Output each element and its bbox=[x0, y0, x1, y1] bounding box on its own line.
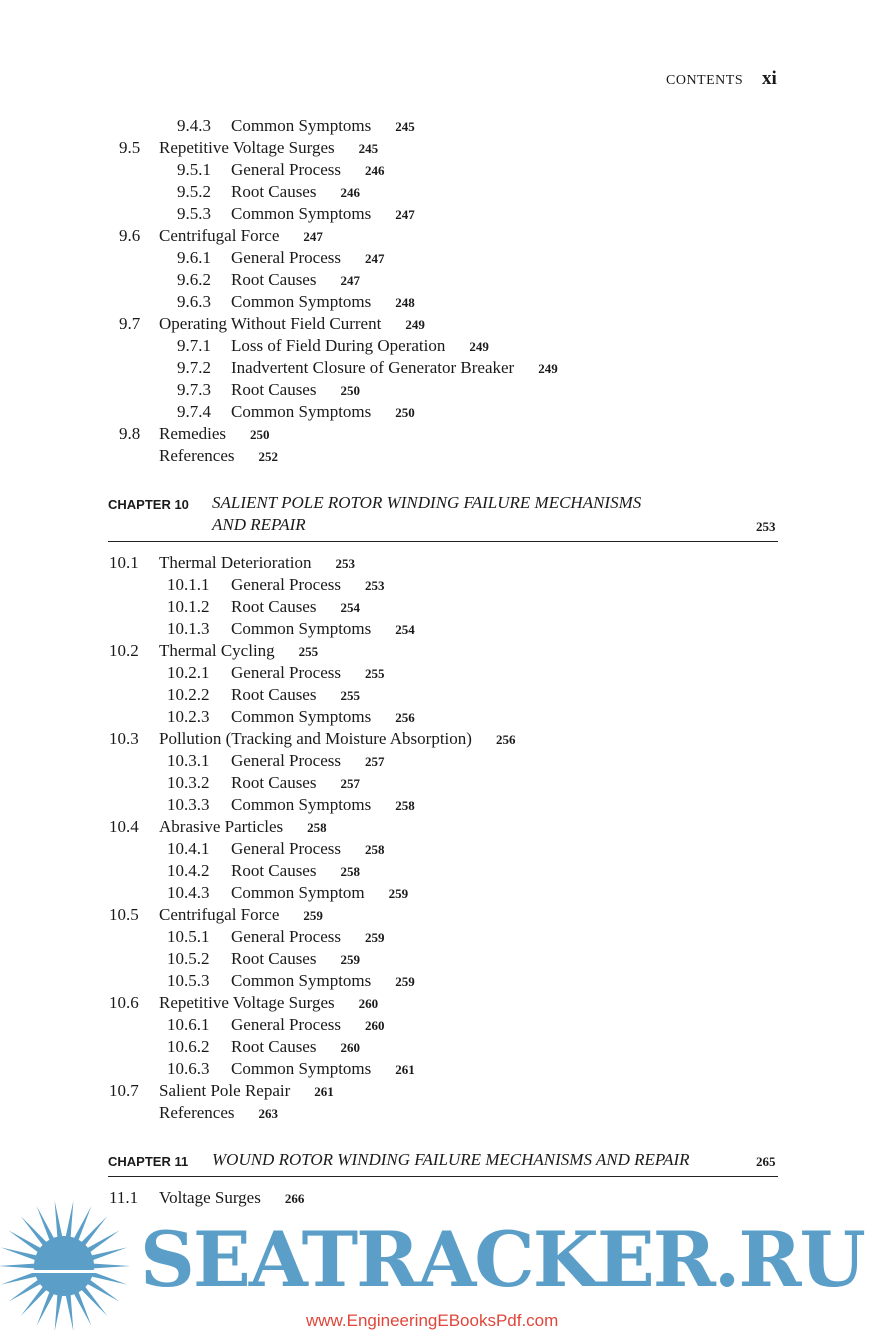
toc-title-line bbox=[159, 225, 323, 248]
toc-title-line bbox=[159, 1102, 278, 1125]
toc-title: Common Symptoms bbox=[231, 1059, 372, 1078]
toc-title-line bbox=[231, 291, 415, 314]
toc-title: Root Causes bbox=[231, 597, 317, 616]
toc-page: 258 bbox=[307, 820, 327, 835]
toc-title-line bbox=[231, 159, 385, 182]
sun-ray bbox=[65, 1201, 73, 1239]
toc-page: 255 bbox=[298, 644, 319, 659]
toc-subsection[interactable] bbox=[0, 750, 882, 772]
toc-page: 256 bbox=[495, 732, 516, 747]
toc-subsection[interactable] bbox=[0, 115, 882, 137]
toc-number: 9.5 bbox=[119, 138, 141, 157]
toc-title: Common Symptoms bbox=[231, 619, 372, 638]
toc-title: Common Symptoms bbox=[231, 795, 372, 814]
toc-number: 9.8 bbox=[119, 424, 141, 443]
sun-ray bbox=[1, 1247, 38, 1260]
toc-subsection[interactable] bbox=[0, 684, 882, 706]
toc-number: 10.6 bbox=[109, 993, 139, 1012]
watermark-url[interactable]: www.EngineeringEBooksPdf.com bbox=[306, 1311, 559, 1330]
toc-title: Abrasive Particles bbox=[159, 817, 284, 836]
toc-title: Common Symptoms bbox=[231, 292, 372, 311]
toc-title: Thermal Deterioration bbox=[159, 553, 312, 572]
toc-number: 9.6.1 bbox=[177, 248, 211, 267]
toc-number: 9.5.2 bbox=[177, 182, 211, 201]
toc-title: Repetitive Voltage Surges bbox=[159, 993, 335, 1012]
toc-section[interactable] bbox=[0, 992, 882, 1014]
toc-page: 249 bbox=[538, 361, 558, 376]
page-number: xi bbox=[762, 68, 777, 89]
toc-title-line bbox=[231, 618, 415, 641]
toc-subsection[interactable] bbox=[0, 574, 882, 596]
toc-page: 258 bbox=[340, 864, 360, 879]
toc-page: 254 bbox=[395, 622, 415, 637]
toc-number: 9.7.2 bbox=[177, 358, 211, 377]
toc-page: 259 bbox=[303, 908, 323, 923]
toc-section[interactable] bbox=[0, 816, 882, 838]
toc-page: 245 bbox=[358, 141, 379, 156]
toc-title: Thermal Cycling bbox=[159, 641, 275, 660]
toc-page: 245 bbox=[395, 119, 415, 134]
toc-number: 10.4.3 bbox=[167, 883, 210, 902]
toc-number: 9.6.2 bbox=[177, 270, 211, 289]
toc-title-line bbox=[231, 838, 385, 861]
toc-number: 10.3 bbox=[109, 729, 139, 748]
toc-title: Root Causes bbox=[231, 270, 317, 289]
toc-section[interactable] bbox=[0, 640, 882, 662]
toc-number: 10.1.2 bbox=[167, 597, 210, 616]
toc-title: Common Symptoms bbox=[231, 971, 372, 990]
toc-subsection[interactable] bbox=[0, 159, 882, 181]
toc-subsection[interactable] bbox=[0, 1058, 882, 1080]
toc-page: 250 bbox=[250, 427, 270, 442]
toc-subsection[interactable] bbox=[0, 618, 882, 640]
toc-number: 10.3.2 bbox=[167, 773, 210, 792]
toc-title-line bbox=[231, 203, 415, 226]
toc-number: 9.6.3 bbox=[177, 292, 211, 311]
toc-subsection[interactable] bbox=[0, 291, 882, 313]
toc-page: 253 bbox=[365, 578, 385, 593]
toc-title-line bbox=[231, 662, 385, 685]
toc-number: 10.1.1 bbox=[167, 575, 210, 594]
toc-title-line bbox=[159, 137, 378, 160]
toc-title-line bbox=[231, 401, 415, 424]
toc-number: 10.4.2 bbox=[167, 861, 210, 880]
toc-subsection[interactable] bbox=[0, 860, 882, 882]
toc-subsection[interactable] bbox=[0, 203, 882, 225]
toc-subsection[interactable] bbox=[0, 1036, 882, 1058]
toc-title: General Process bbox=[231, 839, 341, 858]
toc-number: 10.7 bbox=[109, 1081, 139, 1100]
toc-title: Common Symptoms bbox=[231, 707, 372, 726]
toc-number: 10.5.1 bbox=[167, 927, 210, 946]
toc-page: 254 bbox=[340, 600, 360, 615]
toc-title: General Process bbox=[231, 575, 341, 594]
chapter-11-label: CHAPTER 11 bbox=[108, 1154, 189, 1169]
toc-page: 247 bbox=[365, 251, 385, 266]
toc-number: 10.5.2 bbox=[167, 949, 210, 968]
toc-page: 253 bbox=[335, 556, 355, 571]
toc-page: 258 bbox=[395, 798, 415, 813]
toc-title: Root Causes bbox=[231, 773, 317, 792]
toc-page: 259 bbox=[340, 952, 360, 967]
toc-title: General Process bbox=[231, 751, 341, 770]
toc-title: Inadvertent Closure of Generator Breaker bbox=[231, 358, 515, 377]
toc-title: Common Symptoms bbox=[231, 402, 372, 421]
toc-title-line bbox=[231, 596, 360, 619]
toc-title: General Process bbox=[231, 160, 341, 179]
sun-ray bbox=[0, 1263, 36, 1268]
toc-section[interactable] bbox=[0, 904, 882, 926]
toc-title: Root Causes bbox=[231, 949, 317, 968]
toc-page: 261 bbox=[395, 1062, 415, 1077]
toc-title-line bbox=[159, 640, 318, 663]
sun-ray bbox=[90, 1247, 127, 1260]
chapter-10-title-line2[interactable]: AND REPAIR bbox=[212, 515, 306, 534]
sun-horizon bbox=[0, 1270, 132, 1273]
toc-page: 256 bbox=[395, 710, 415, 725]
toc-number: 10.1 bbox=[109, 553, 139, 572]
toc-title-line bbox=[231, 1058, 415, 1081]
toc-page: 259 bbox=[395, 974, 415, 989]
toc-number: 10.3.1 bbox=[167, 751, 210, 770]
toc-title: References bbox=[159, 1103, 235, 1122]
toc-number: 10.2.1 bbox=[167, 663, 210, 682]
toc-page: 261 bbox=[314, 1084, 334, 1099]
toc-title-line bbox=[231, 926, 385, 949]
toc-title-line bbox=[231, 379, 360, 402]
toc-title: Salient Pole Repair bbox=[159, 1081, 291, 1100]
toc-page: 257 bbox=[340, 776, 360, 791]
toc-number: 9.7.3 bbox=[177, 380, 211, 399]
toc-subsection[interactable] bbox=[0, 357, 882, 379]
chapter-10-title-line1[interactable]: SALIENT POLE ROTOR WINDING FAILURE MECHANISMS bbox=[212, 493, 642, 512]
chapter-10-rule bbox=[108, 541, 778, 542]
toc-subsection[interactable] bbox=[0, 181, 882, 203]
toc-number: 10.1.3 bbox=[167, 619, 210, 638]
toc-title: Common Symptom bbox=[231, 883, 365, 902]
toc-title-line bbox=[231, 1036, 360, 1059]
toc-page: 247 bbox=[303, 229, 323, 244]
toc-section[interactable] bbox=[0, 313, 882, 335]
toc-subsection[interactable] bbox=[0, 401, 882, 423]
toc-title-line bbox=[159, 552, 355, 575]
toc-number: 9.6 bbox=[119, 226, 141, 245]
toc-number: 11.1 bbox=[109, 1188, 139, 1207]
toc-references[interactable] bbox=[0, 1102, 882, 1124]
toc-title: Voltage Surges bbox=[159, 1188, 261, 1207]
toc-title-line bbox=[231, 750, 385, 773]
toc-title: Centrifugal Force bbox=[159, 905, 280, 924]
toc-title-line bbox=[231, 970, 415, 993]
toc-page: 260 bbox=[340, 1040, 360, 1055]
toc-title: Root Causes bbox=[231, 1037, 317, 1056]
toc-title: General Process bbox=[231, 663, 341, 682]
toc-page: 249 bbox=[469, 339, 489, 354]
toc-page: 257 bbox=[365, 754, 385, 769]
toc-title: General Process bbox=[231, 1015, 341, 1034]
toc-number: 9.5.1 bbox=[177, 160, 211, 179]
toc-number: 10.5.3 bbox=[167, 971, 210, 990]
toc-page: 255 bbox=[340, 688, 360, 703]
toc-number: 10.4 bbox=[109, 817, 139, 836]
toc-page: 263 bbox=[258, 1106, 279, 1121]
toc-page: 246 bbox=[340, 185, 360, 200]
toc-title: References bbox=[159, 446, 235, 465]
toc-section[interactable] bbox=[0, 225, 882, 247]
toc-title: Root Causes bbox=[231, 685, 317, 704]
toc-title: Root Causes bbox=[231, 380, 317, 399]
toc-number: 10.2.3 bbox=[167, 707, 210, 726]
toc-section[interactable] bbox=[0, 728, 882, 750]
sun-ray bbox=[55, 1293, 63, 1331]
toc-title: Root Causes bbox=[231, 861, 317, 880]
toc-subsection[interactable] bbox=[0, 772, 882, 794]
chapter-10-label: CHAPTER 10 bbox=[108, 497, 189, 512]
toc-page: 259 bbox=[365, 930, 385, 945]
toc-title-line bbox=[159, 445, 278, 468]
toc-page: 249 bbox=[405, 317, 425, 332]
toc-title-line bbox=[231, 335, 489, 358]
toc-title-line bbox=[231, 772, 360, 795]
toc-page: 260 bbox=[365, 1018, 385, 1033]
chapter-11-page: 265 bbox=[756, 1154, 776, 1169]
toc-subsection[interactable] bbox=[0, 926, 882, 948]
toc-subsection[interactable] bbox=[0, 970, 882, 992]
toc-number: 10.3.3 bbox=[167, 795, 210, 814]
toc-title-line bbox=[231, 115, 415, 138]
toc-title-line bbox=[231, 948, 360, 971]
toc-page: 252 bbox=[258, 449, 279, 464]
toc-page: 248 bbox=[395, 295, 415, 310]
toc-subsection[interactable] bbox=[0, 838, 882, 860]
toc-section[interactable] bbox=[0, 423, 882, 445]
toc-number: 9.7.4 bbox=[177, 402, 211, 421]
toc-title-line bbox=[231, 684, 360, 707]
toc-page: 260 bbox=[358, 996, 379, 1011]
toc-title-line bbox=[231, 181, 360, 204]
running-header-contents: CONTENTS bbox=[666, 73, 744, 88]
toc-number: 10.6.2 bbox=[167, 1037, 210, 1056]
toc-title-line bbox=[231, 269, 360, 292]
toc-title-line bbox=[231, 794, 415, 817]
watermark-brand: SEATRACKER.RU bbox=[140, 1215, 864, 1304]
toc-page: 258 bbox=[365, 842, 385, 857]
toc-title: Operating Without Field Current bbox=[159, 314, 382, 333]
toc-title: Loss of Field During Operation bbox=[231, 336, 446, 355]
toc-number: 10.6.3 bbox=[167, 1059, 210, 1078]
toc-number: 10.4.1 bbox=[167, 839, 210, 858]
toc-page: 266 bbox=[284, 1191, 305, 1206]
chapter-11-rule bbox=[108, 1176, 778, 1177]
toc-section[interactable] bbox=[0, 552, 882, 574]
sun-ray bbox=[65, 1293, 73, 1331]
toc-title-line bbox=[231, 247, 385, 270]
toc-subsection[interactable] bbox=[0, 948, 882, 970]
toc-title-line bbox=[231, 574, 385, 597]
sun-ray bbox=[55, 1201, 63, 1239]
toc-number: 9.7.1 bbox=[177, 336, 211, 355]
toc-title: Common Symptoms bbox=[231, 116, 372, 135]
toc-title-line bbox=[159, 992, 378, 1015]
toc-subsection[interactable] bbox=[0, 269, 882, 291]
sun-ray bbox=[90, 1271, 127, 1284]
toc-page: 255 bbox=[365, 666, 385, 681]
toc-title: Remedies bbox=[159, 424, 227, 443]
toc-number: 10.2.2 bbox=[167, 685, 210, 704]
toc-subsection[interactable] bbox=[0, 596, 882, 618]
toc-title-line bbox=[159, 423, 270, 446]
toc-title-line bbox=[231, 706, 415, 729]
toc-title-line bbox=[231, 357, 558, 380]
toc-subsection[interactable] bbox=[0, 706, 882, 728]
toc-title-line bbox=[159, 816, 327, 839]
toc-number: 10.2 bbox=[109, 641, 139, 660]
toc-subsection[interactable] bbox=[0, 335, 882, 357]
toc-title-line bbox=[231, 860, 360, 883]
toc-title-line bbox=[159, 728, 515, 751]
toc-section[interactable] bbox=[0, 1080, 882, 1102]
toc-title: Pollution (Tracking and Moisture Absorption) bbox=[159, 729, 472, 748]
toc-page: 250 bbox=[395, 405, 415, 420]
toc-number: 9.5.3 bbox=[177, 204, 211, 223]
toc-page: 246 bbox=[365, 163, 385, 178]
toc-title-line bbox=[231, 1014, 385, 1037]
sun-ray bbox=[92, 1263, 130, 1268]
toc-subsection[interactable] bbox=[0, 1014, 882, 1036]
toc-page: 247 bbox=[340, 273, 360, 288]
toc-title-line bbox=[159, 1080, 334, 1103]
toc-subsection[interactable] bbox=[0, 794, 882, 816]
toc-title: General Process bbox=[231, 927, 341, 946]
toc-subsection[interactable] bbox=[0, 247, 882, 269]
toc-page: 247 bbox=[395, 207, 415, 222]
toc-title: Common Symptoms bbox=[231, 204, 372, 223]
chapter-11-title[interactable]: WOUND ROTOR WINDING FAILURE MECHANISMS AND REPAIR bbox=[212, 1150, 690, 1169]
toc-references[interactable] bbox=[0, 445, 882, 467]
toc-title: Repetitive Voltage Surges bbox=[159, 138, 335, 157]
toc-subsection[interactable] bbox=[0, 882, 882, 904]
toc-number: 9.4.3 bbox=[177, 116, 211, 135]
toc-title: General Process bbox=[231, 248, 341, 267]
toc-title-line bbox=[159, 313, 425, 336]
toc-title: Root Causes bbox=[231, 182, 317, 201]
toc-number: 10.6.1 bbox=[167, 1015, 210, 1034]
toc-title: Centrifugal Force bbox=[159, 226, 280, 245]
toc-title-line bbox=[159, 904, 323, 927]
toc-number: 9.7 bbox=[119, 314, 141, 333]
chapter-10-page: 253 bbox=[756, 519, 776, 534]
toc-page: 250 bbox=[340, 383, 360, 398]
toc-section[interactable] bbox=[0, 137, 882, 159]
toc-page: 259 bbox=[388, 886, 409, 901]
toc-number: 10.5 bbox=[109, 905, 139, 924]
toc-subsection[interactable] bbox=[0, 662, 882, 684]
toc-subsection[interactable] bbox=[0, 379, 882, 401]
toc-title-line bbox=[231, 882, 408, 905]
sun-ray bbox=[1, 1271, 38, 1284]
